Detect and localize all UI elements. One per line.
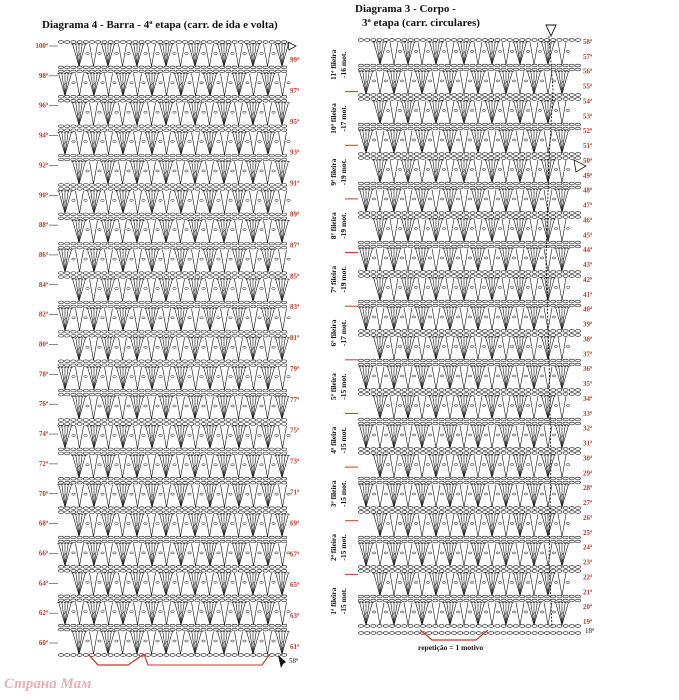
- row-number-left: 90ª: [38, 191, 48, 200]
- watermark: Страна Мам: [4, 676, 92, 692]
- fileira-mot: -15 mot.: [339, 480, 348, 508]
- row-number-left: 86ª: [38, 250, 48, 259]
- row-number-left: 78ª: [38, 370, 48, 379]
- row-number-right: 45ª: [583, 231, 593, 240]
- diagram3-chart: [345, 25, 586, 640]
- row-number-right: 91ª: [290, 179, 300, 188]
- row-number-left: 60ª: [38, 639, 48, 647]
- fileira-mot: -15 mot.: [339, 534, 348, 561]
- fileira-mot: -15 mot.: [339, 588, 348, 615]
- row-number-right: 75ª: [290, 426, 300, 435]
- row-number-right: 32ª: [583, 424, 593, 433]
- row-number-right: 79ª: [290, 364, 300, 373]
- start-row-label: 18ª: [585, 627, 594, 635]
- row-number-right: 77ª: [290, 395, 300, 404]
- repeat-bracket: [88, 654, 144, 665]
- diagram4-chart: [49, 40, 296, 668]
- row-number-left: 74ª: [38, 430, 48, 439]
- row-number-right: 36ª: [583, 365, 593, 374]
- row-number-right: 57ª: [583, 52, 593, 61]
- fileira-label: 2ª fileira: [329, 534, 338, 562]
- row-number-right: 22ª: [583, 573, 593, 582]
- fileira-label: 6ª fileira: [329, 319, 338, 347]
- row-number-right: 95ª: [290, 117, 300, 126]
- fileira-label: 4ª fileira: [329, 426, 338, 454]
- row-number-right: 44ª: [583, 246, 593, 255]
- row-number-right: 25ª: [583, 528, 593, 537]
- row-number-right: 37ª: [583, 350, 593, 359]
- fileira-mot: -16 mot.: [339, 51, 348, 78]
- row-number-right: 38ª: [583, 335, 593, 344]
- diagram4-title: Diagrama 4 - Barra - 4ª etapa (carr. de ida e volta): [42, 19, 278, 31]
- row-number-left: 70ª: [38, 489, 48, 498]
- row-number-right: 93ª: [290, 148, 300, 157]
- row-number-right: 19ª: [583, 618, 593, 626]
- row-number-right: 41ª: [583, 290, 593, 299]
- row-number-left: 88ª: [38, 221, 48, 230]
- fileira-label: 11ª fileira: [329, 49, 338, 81]
- arrow-icon: [288, 42, 296, 50]
- row-number-left: 76ª: [38, 400, 48, 409]
- row-number-left: 98ª: [38, 71, 48, 80]
- row-number-right: 58ª: [583, 38, 593, 46]
- row-number-left: 62ª: [38, 609, 48, 618]
- fileira-mot: -17 mot.: [339, 319, 348, 347]
- row-number-right: 48ª: [583, 186, 593, 195]
- row-number-left: 96ª: [38, 101, 48, 110]
- row-number-right: 51ª: [583, 142, 593, 151]
- row-number-right: 81ª: [290, 334, 300, 343]
- row-number-right: 34ª: [583, 394, 593, 403]
- start-arrow-icon: [278, 655, 286, 668]
- row-number-right: 43ª: [583, 261, 593, 270]
- row-number-right: 71ª: [290, 488, 300, 497]
- row-number-right: 53ª: [583, 112, 593, 121]
- row-number-left: 80ª: [38, 340, 48, 349]
- row-number-right: 29ª: [583, 469, 593, 478]
- row-number-right: 40ª: [583, 305, 593, 314]
- row-number-right: 50ª: [583, 156, 593, 165]
- row-number-left: 64ª: [38, 579, 48, 588]
- row-number-right: 99ª: [290, 56, 300, 64]
- row-number-right: 47ª: [583, 201, 593, 210]
- fileira-mot: -19 mot.: [339, 158, 348, 186]
- row-number-right: 54ª: [583, 97, 593, 106]
- row-number-right: 67ª: [290, 550, 300, 559]
- row-number-left: 84ª: [38, 280, 48, 289]
- row-number-right: 28ª: [583, 484, 593, 493]
- row-number-right: 73ª: [290, 457, 300, 466]
- fileira-label: 7ª fileira: [329, 265, 338, 293]
- fileira-mot: -15 mot.: [339, 427, 348, 454]
- start-arrow-icon: [546, 25, 556, 36]
- row-number-right: 69ª: [290, 519, 300, 528]
- row-number-left: 66ª: [38, 549, 48, 558]
- row-number-right: 49ª: [583, 171, 593, 180]
- row-number-right: 30ª: [583, 454, 593, 463]
- row-number-left: 72ª: [38, 459, 48, 468]
- row-number-right: 33ª: [583, 409, 593, 418]
- row-number-right: 21ª: [583, 588, 593, 597]
- row-number-right: 24ª: [583, 543, 593, 552]
- fileira-mot: -19 mot.: [339, 212, 348, 239]
- row-number-right: 56ª: [583, 67, 593, 76]
- fileira-mot: -15 mot.: [339, 373, 348, 400]
- fileira-label: 8ª fileira: [329, 212, 338, 240]
- row-number-left: 68ª: [38, 519, 48, 528]
- fileira-label: 3ª fileira: [329, 480, 338, 508]
- fileira-mot: -17 mot.: [339, 105, 348, 132]
- row-number-right: 52ª: [583, 127, 593, 136]
- row-number-left: 100ª: [35, 42, 48, 50]
- row-number-right: 26ª: [583, 513, 593, 522]
- row-number-right: 55ª: [583, 82, 593, 91]
- fileira-mot: -19 mot.: [339, 266, 348, 293]
- row-number-right: 97ª: [290, 86, 300, 95]
- row-number-right: 87ª: [290, 241, 300, 250]
- repeat-label: repetição = 1 motivo: [418, 643, 484, 652]
- row-number-right: 31ª: [583, 439, 593, 448]
- row-number-right: 20ª: [583, 603, 593, 612]
- row-number-right: 27ª: [583, 499, 593, 508]
- row-number-right: 65ª: [290, 581, 300, 590]
- row-number-right: 61ª: [290, 643, 300, 651]
- row-number-right: 35ª: [583, 380, 593, 389]
- fileira-label: 10ª fileira: [329, 103, 338, 134]
- row-number-right: 46ª: [583, 216, 593, 225]
- row-number-right: 23ª: [583, 558, 593, 567]
- row-number-right: 89ª: [290, 210, 300, 219]
- row-number-right: 63ª: [290, 612, 300, 621]
- row-number-left: 92ª: [38, 161, 48, 170]
- diagram3-title-line1: Diagrama 3 - Corpo -: [355, 3, 456, 15]
- fileira-label: 5ª fileira: [329, 373, 338, 401]
- fileira-label: 9ª fileira: [329, 158, 338, 186]
- fileira-label: 1ª fileira: [329, 587, 338, 615]
- row-number-right: 39ª: [583, 320, 593, 329]
- row-number-right: 42ª: [583, 275, 593, 284]
- start-row-label: 58ª: [289, 657, 298, 665]
- diagram3-title-line2: 3ª etapa (carr. circulares): [362, 17, 480, 29]
- row-number-right: 83ª: [290, 303, 300, 312]
- row-number-right: 85ª: [290, 272, 300, 281]
- row-number-left: 94ª: [38, 131, 48, 140]
- row-number-left: 82ª: [38, 310, 48, 319]
